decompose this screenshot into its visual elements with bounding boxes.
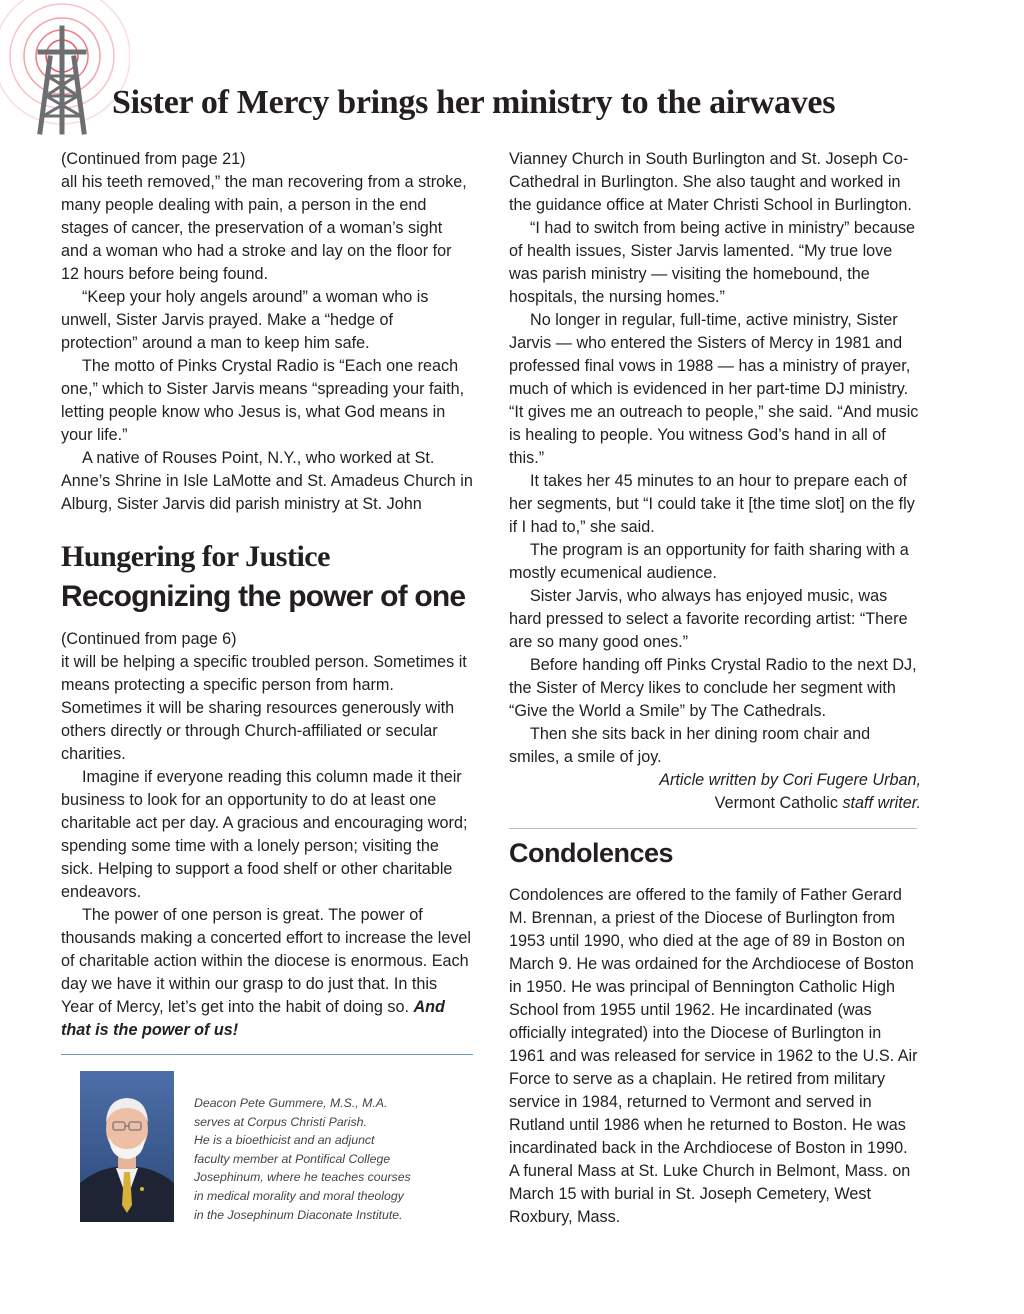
author-photo bbox=[80, 1071, 174, 1222]
column-last-paragraph-text: The power of one person is great. The power of thousands making a concerted effort to increase the level of charitable action within the diocese is enormous. Each day we have it within our grasp to do just that. In this Year of Mercy, let’s get into the habit of doing so. bbox=[61, 906, 472, 1016]
divider bbox=[509, 828, 917, 829]
condolences-title: Condolences bbox=[509, 838, 674, 868]
bio-line: He is a bioethicist and an adjunct bbox=[194, 1133, 375, 1148]
article-headline: Sister of Mercy brings her ministry to the airwaves bbox=[112, 84, 836, 121]
bio-line: in the Josephinum Diaconate Institute. bbox=[194, 1207, 403, 1222]
byline-role: staff writer. bbox=[842, 794, 921, 812]
article-paragraph: It takes her 45 minutes to an hour to prepare each of her segments, but “I could take it [the time slot] on the fly if I had to,” she said. bbox=[509, 472, 915, 536]
author-bio bbox=[194, 1094, 454, 1224]
column-closing-emphasis: And that is the power of us! bbox=[61, 998, 445, 1039]
divider bbox=[61, 1054, 473, 1055]
bio-line: serves at Corpus Christi Parish. bbox=[194, 1114, 367, 1129]
bio-line: Josephinum, where he teaches courses bbox=[194, 1170, 411, 1185]
article-paragraph: The program is an opportunity for faith sharing with a mostly ecumenical audience. bbox=[509, 541, 909, 582]
continued-note: (Continued from page 21) bbox=[61, 150, 246, 168]
column-paragraph: Imagine if everyone reading this column made it their business to look for an opportunity to do at least one charitable act per day. A gracious and encouraging word; spending some time with a lonely person; visiting the sick. Helping to support a food shelf or other charitable endeavors. bbox=[61, 768, 468, 901]
column-paragraph: it will be helping a specific troubled person. Sometimes it means protecting a specific person from harm. Sometimes it will be sharing resources generously with others directly or through Church-affiliated or secular charities. bbox=[61, 653, 467, 763]
article-paragraph: Vianney Church in South Burlington and St. Joseph Co-Cathedral in Burlington. She also taught and worked in the guidance office at Mater Christi School in Burlington. bbox=[509, 150, 912, 214]
article-paragraph: A native of Rouses Point, N.Y., who worked at St. Anne’s Shrine in Isle LaMotte and St. Amadeus Church in Alburg, Sister Jarvis did parish ministry at St. John bbox=[61, 449, 473, 513]
article-paragraph: all his teeth removed,” the man recovering from a stroke, many people dealing with pain, a person in the end stages of cancer, the preservation of a woman’s sight and a woman who had a stroke and lay on the floor for 12 hours before being found. bbox=[61, 173, 467, 283]
article-paragraph: “I had to switch from being active in ministry” because of health issues, Sister Jarvis lamented. “My true love was parish ministry — visiting the homebound, the hospitals, the nursing homes.” bbox=[509, 219, 916, 306]
article-paragraph: No longer in regular, full-time, active ministry, Sister Jarvis — who entered the Sisters of Mercy in 1981 and professed final vows in 1988 — has a ministry of prayer, much of which is evidenced in her part-time DJ ministry. “It gives me an outreach to people,” she said. “And music is healing to people. You witness God’s hand in all of this.” bbox=[509, 311, 919, 467]
continued-note: (Continued from page 6) bbox=[61, 630, 237, 648]
radio-tower-icon bbox=[0, 0, 130, 140]
column-title: Hungering for Justice bbox=[61, 540, 330, 573]
column-subtitle: Recognizing the power of one bbox=[61, 580, 466, 613]
article-paragraph: Then she sits back in her dining room chair and smiles, a smile of joy. bbox=[509, 725, 871, 766]
byline-publication: Vermont Catholic bbox=[714, 794, 838, 812]
article-right-column bbox=[509, 148, 921, 815]
article-paragraph: The motto of Pinks Crystal Radio is “Each one reach one,” which to Sister Jarvis means “spreading your faith, letting people know who Jesus is, what God means in your life.” bbox=[61, 357, 465, 444]
article-byline bbox=[509, 769, 921, 815]
bio-line: in medical morality and moral theology bbox=[194, 1188, 404, 1203]
column-body bbox=[61, 628, 473, 1042]
condolences-paragraph: Condolences are offered to the family of Father Gerard M. Brennan, a priest of the Diocese of Burlington from 1953 until 1990, who died at the age of 89 in Boston on March 9. He was ordained for the Archdiocese of Boston in 1950. He was principal of Bennington Catholic High School from 1955 until 1962. He incardinated (was officially integrated) into the Diocese of Burlington in 1961 and was released for service in 1962 to the U.S. Air Force to serve as a chaplain. He retired from military service in 1984, returned to Vermont and served in Rutland until 1986 when he returned to Boston. He was incardinated back in the Archdiocese of Boston in 1990. A funeral Mass at St. Luke Church in Belmont, Mass. on March 15 with burial in St. Joseph Cemetery, West Roxbury, Mass. bbox=[509, 886, 918, 1226]
bio-line: faculty member at Pontifical College bbox=[194, 1151, 391, 1166]
byline-author: Article written by Cori Fugere Urban, bbox=[659, 771, 921, 789]
article-left-column bbox=[61, 148, 473, 516]
article-paragraph: “Keep your holy angels around” a woman who is unwell, Sister Jarvis prayed. Make a “hedge of protection” around a man to keep him safe. bbox=[61, 288, 429, 352]
article-paragraph: Sister Jarvis, who always has enjoyed music, was hard pressed to select a favorite recording artist: “There are so many good ones.” bbox=[509, 587, 908, 651]
bio-line: Deacon Pete Gummere, M.S., M.A. bbox=[194, 1096, 388, 1110]
condolences-body bbox=[509, 884, 921, 1229]
column-paragraph bbox=[61, 904, 473, 1042]
article-paragraph: Before handing off Pinks Crystal Radio to the next DJ, the Sister of Mercy likes to conclude her segment with “Give the World a Smile” by The Cathedrals. bbox=[509, 656, 917, 720]
